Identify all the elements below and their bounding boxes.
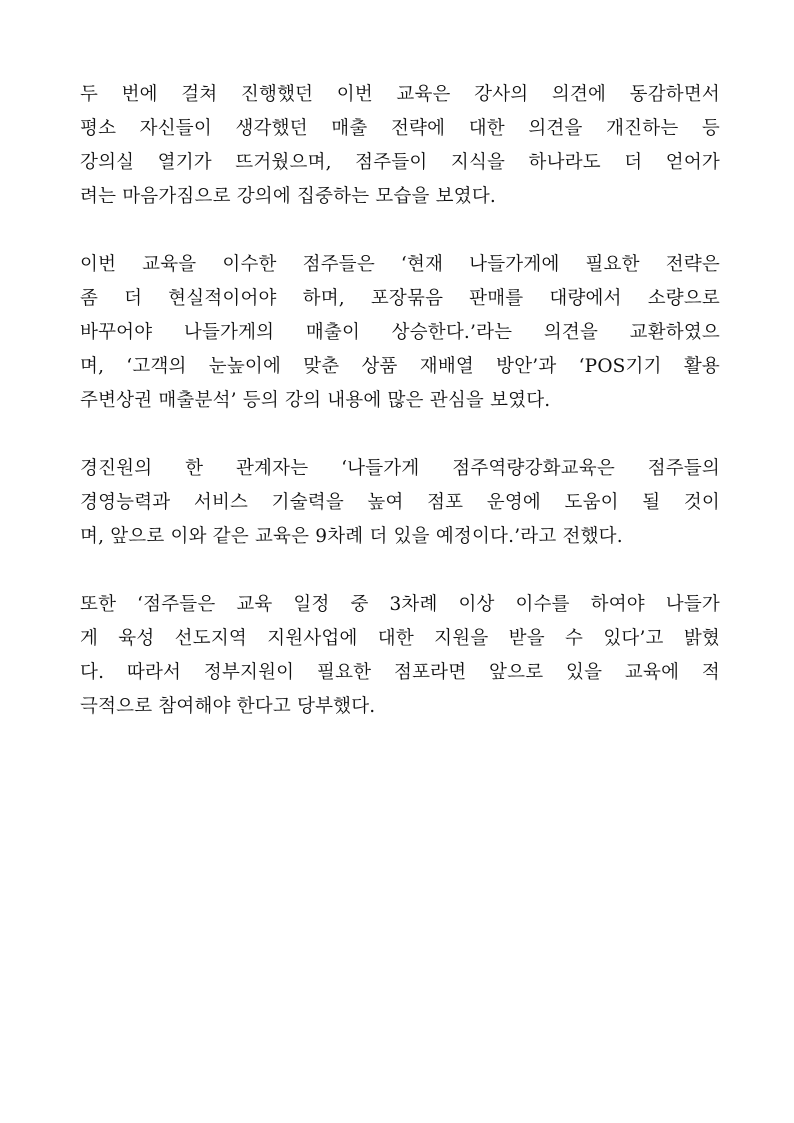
text-line: 려는 마음가짐으로 강의에 집중하는 모습을 보였다.: [80, 186, 496, 207]
text-line: 주변상권 매출분석’ 등의 강의 내용에 많은 관심을 보였다.: [80, 390, 551, 411]
paragraph-support-requirements: [80, 588, 720, 724]
text-line: 평소 자신들이 생각했던 매출 전략에 대한 의견을 개진하는 등: [80, 118, 720, 139]
text-line: 경진원의 한 관계자는 ‘나들가게 점주역량강화교육은 점주들의: [80, 458, 720, 479]
paragraph-owner-opinions: [80, 248, 720, 418]
text-line: 강의실 열기가 뜨거웠으며, 점주들이 지식을 하나라도 더 얻어가: [80, 152, 720, 173]
text-line: 극적으로 참여해야 한다고 당부했다.: [80, 696, 376, 717]
text-line: 다. 따라서 정부지원이 필요한 점포라면 앞으로 있을 교육에 적: [80, 662, 720, 683]
document-body: [80, 78, 720, 724]
text-line: 며, 앞으로 이와 같은 교육은 9차례 더 있을 예정이다.’라고 전했다.: [80, 526, 623, 547]
text-line: 경영능력과 서비스 기술력을 높여 점포 운영에 도움이 될 것이: [80, 492, 720, 513]
text-line: 좀 더 현실적이어야 하며, 포장묶음 판매를 대량에서 소량으로: [80, 288, 720, 309]
text-line: 게 육성 선도지역 지원사업에 대한 지원을 받을 수 있다’고 밝혔: [80, 628, 720, 649]
paragraph-education-session: [80, 78, 720, 214]
text-line: 바꾸어야 나들가게의 매출이 상승한다.’라는 의견을 교환하였으: [80, 322, 720, 343]
text-line: 이번 교육을 이수한 점주들은 ‘현재 나들가게에 필요한 전략은: [80, 254, 720, 275]
paragraph-official-statement: [80, 452, 720, 554]
text-line: 며, ‘고객의 눈높이에 맞춘 상품 재배열 방안’과 ‘POS기기 활용: [80, 356, 720, 377]
text-line: 또한 ‘점주들은 교육 일정 중 3차례 이상 이수를 하여야 나들가: [80, 594, 720, 615]
text-line: 두 번에 걸쳐 진행했던 이번 교육은 강사의 의견에 동감하면서: [80, 84, 720, 105]
